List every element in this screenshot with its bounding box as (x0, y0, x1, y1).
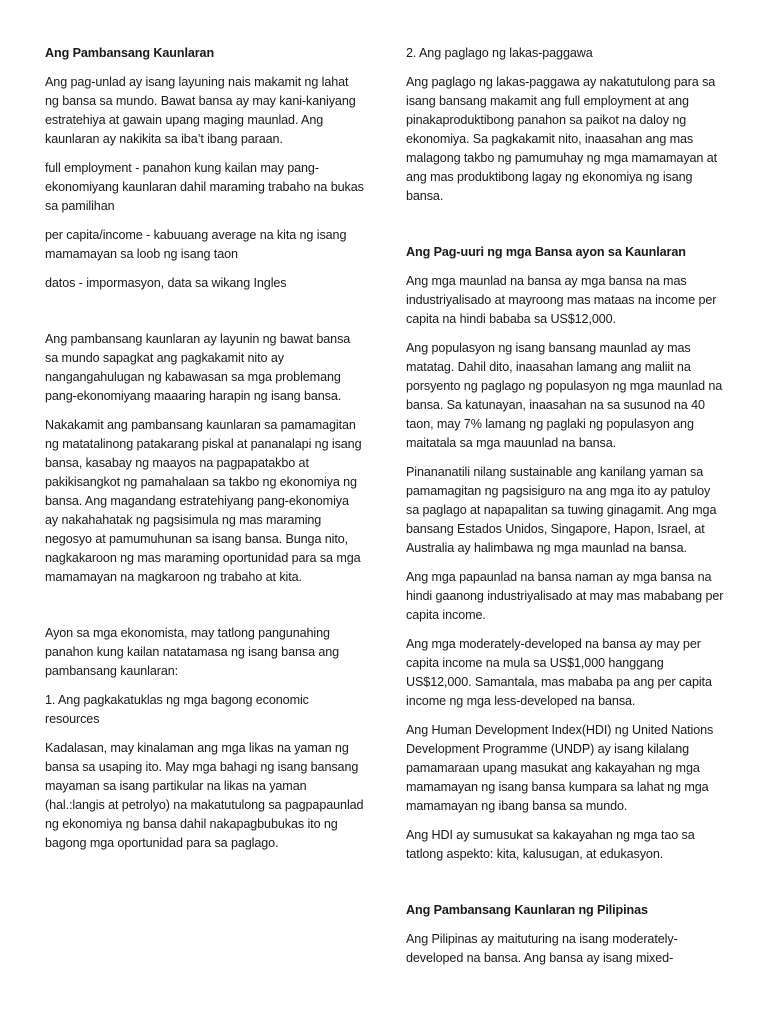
definition-datos: datos - impormasyon, data sa wikang Ingles (45, 276, 287, 290)
list-item: 1. Ang pagkakatuklas ng mga bagong economic resources (45, 693, 309, 726)
list-item: 2. Ang paglago ng lakas-paggawa (406, 46, 593, 60)
paragraph: Nakakamit ang pambansang kaunlaran sa pamamagitan ng matatalinong patakarang piskal at pananalapi ng isang bansa, kasabay ng maayos na pagpapatakbo at pakikisangkot ng pamahalaan sa takbo ng ekonomiya ng bansa. Ang magandang estratehiyang pang-ekonomiya ay nakahahatak ng pagsisimula ng mas maraming negosyo at pamumuhunan sa isang bansa. Bunga nito, nagkakaroon ng mas maraming oportunidad para sa mga mamamayan na magkaroon ng trabaho at kita. (45, 418, 362, 584)
section-heading: Ang Pambansang Kaunlaran (45, 46, 215, 60)
intro-paragraph: Ang pag-unlad ay isang layuning nais makamit ng lahat ng bansa sa mundo. Bawat bansa ay may kani-kaniyang estratehiya at gawain upang maging maunlad. Ang kaunlaran ay nakikita sa iba’t ibang paraan. (45, 75, 356, 146)
paragraph: Ang Human Development Index(HDI) ng United Nations Development Programme (UNDP) ay isang kilalang pamamaraan upang masukat ang kakayahan ng mga mamamayan ng isang bansa kumpara sa lahat ng mga mamamayan ng ibang bansa sa mundo. (406, 723, 714, 813)
left-column (45, 44, 365, 853)
paragraph: Ayon sa mga ekonomista, may tatlong pangunahing panahon kung kailan natatamasa ng isang bansa ang pambansang kaunlaran: (45, 626, 340, 678)
definition-per-capita: per capita/income - kabuuang average na kita ng isang mamamayan sa loob ng isang taon (45, 228, 347, 261)
paragraph: Ang mga papaunlad na bansa naman ay mga bansa na hindi gaanong industriyalisado at may mas mababang per capita income. (406, 570, 724, 622)
paragraph: Ang mga moderately-developed na bansa ay may per capita income na mula sa US$1,000 hanggang US$12,000. Samantala, mas mababa pa ang per capita income ng mga less-developed na bansa. (406, 637, 712, 708)
definition-full-employment: full employment - panahon kung kailan may pang-ekonomiyang kaunlaran dahil maraming trabaho na bukas sa pamilihan (45, 161, 364, 213)
paragraph: Pinananatili nilang sustainable ang kanilang yaman sa pamamagitan ng pagsisiguro na ang mga ito ay patuloy sa paglago at napapalitan sa tuwing ginagamit. Ang mga bansang Estados Unidos, Singapore, Hapon, Israel, at Australia ay halimbawa ng mga maunlad na bansa. (406, 465, 717, 555)
paragraph: Ang mga maunlad na bansa ay mga bansa na mas industriyalisado at mayroong mas mataas na income per capita na hindi bababa sa US$12,000. (406, 274, 717, 326)
paragraph: Ang Pilipinas ay maituturing na isang moderately-developed na bansa. Ang bansa ay isang mixed- (406, 932, 678, 965)
paragraph: Ang populasyon ng isang bansang maunlad ay mas matatag. Dahil dito, inaasahan lamang ang maliit na porsyento ng paglago ng populasyon ng mga maunlad na bansa. Sa katunayan, inaasahan na sa susunod na 40 taon, may 7% lamang ng paglaki ng populasyon ang maitatala sa mga mauunlad na bansa. (406, 341, 723, 450)
section-heading: Ang Pambansang Kaunlaran ng Pilipinas (406, 903, 648, 917)
paragraph: Ang paglago ng lakas-paggawa ay nakatutulong para sa isang bansang makamit ang full employment at ang pinakaproduktibong panahon sa paikot na daloy ng ekonomiya. Sa pagkakamit nito, inaasahan ang mas malagong takbo ng pamumuhay ng mga mamamayan at ang mas produktibong lagay ng ekonomiya ng isang bansa. (406, 75, 718, 203)
paragraph: Ang pambansang kaunlaran ay layunin ng bawat bansa sa mundo sapagkat ang pagkakamit nito ay nangangahulugan ng kabawasan sa mga problemang pang-ekonomiyang maaaring harapin ng isang bansa. (45, 332, 351, 403)
paragraph: Kadalasan, may kinalaman ang mga likas na yaman ng bansa sa usaping ito. May mga bahagi ng isang bansang mayaman sa isang partikular na likas na yaman (hal.:langis at petrolyo) na makatutulong sa pagpapaunlad ng ekonomiya ng bansa dahil nakapagbubukas ito ng bagong mga oportunidad para sa paglago. (45, 741, 364, 850)
section-heading: Ang Pag-uuri ng mga Bansa ayon sa Kaunlaran (406, 245, 686, 259)
right-column (406, 44, 726, 968)
paragraph: Ang HDI ay sumusukat sa kakayahan ng mga tao sa tatlong aspekto: kita, kalusugan, at edukasyon. (406, 828, 695, 861)
